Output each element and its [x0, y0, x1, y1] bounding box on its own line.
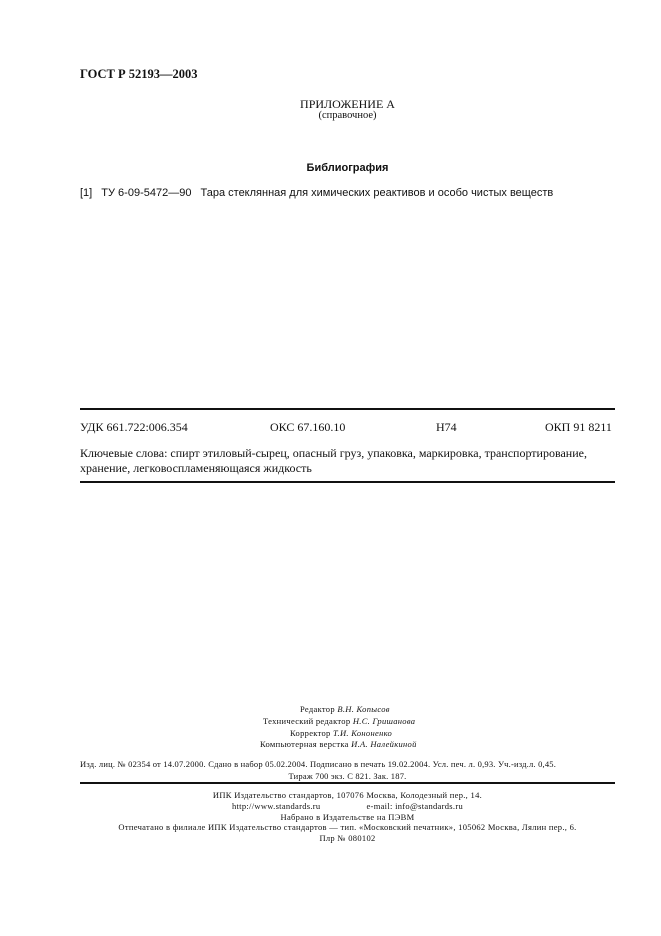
publisher-address: ИПК Издательство стандартов, 107076 Москва, Колодезный пер., 14. [212, 790, 483, 800]
publisher-contacts [0, 801, 661, 811]
publication-info: Изд. лиц. № 02354 от 14.07.2000. Сдано в набор 05.02.2004. Подписано в печать 19.02.2004. Усл. печ. л. 0,93. Уч.-изд.л. 0,45. [80, 759, 557, 769]
bibliography-entry-number: [1] [80, 187, 93, 199]
publisher-website: http://www.standards.ru [231, 801, 321, 811]
credit-tech-editor-name: Н.С. Гришанова [352, 716, 416, 726]
bibliography-heading: Библиография [306, 162, 389, 174]
credit-editor-label: Редактор [300, 704, 335, 714]
credit-tech-editor-label: Технический редактор [263, 716, 351, 726]
credit-corrector [290, 728, 392, 738]
credit-tech-editor [263, 716, 415, 726]
license-number: Плр № 080102 [319, 833, 376, 843]
appendix-title: ПРИЛОЖЕНИЕ А [300, 97, 395, 111]
bibliography-entry-title: Тара стеклянная для химических реактивов и особо чистых веществ [200, 187, 554, 199]
credit-layout-label: Компьютерная верстка [260, 739, 349, 749]
credit-layout [260, 739, 417, 749]
credit-editor [300, 704, 390, 714]
printed-note: Отпечатано в филиале ИПК Издательство стандартов — тип. «Московский печатник», 105062 Москва, Лялин пер., 6. [118, 822, 577, 832]
credit-corrector-label: Корректор [290, 728, 331, 738]
keywords: Ключевые слова: спирт этиловый-сырец, опасный груз, упаковка, маркировка, транспортирование, хранение, легковоспламеняющаяся жидкость [80, 446, 587, 475]
okp-code: ОКП 91 8211 [545, 420, 612, 434]
document-code: ГОСТ Р 52193—2003 [80, 67, 198, 81]
group-code: Н74 [436, 420, 457, 434]
divider-top [80, 408, 615, 410]
bibliography-entry [80, 187, 559, 199]
divider-bottom [80, 782, 615, 784]
divider-middle [80, 481, 615, 483]
print-run: Тираж 700 экз. С 821. Зак. 187. [288, 771, 407, 781]
bibliography-entry-code: ТУ 6-09-5472—90 [101, 187, 192, 199]
credit-editor-name: В.Н. Копысов [337, 704, 390, 714]
typeset-note: Набрано в Издательстве на ПЭВМ [280, 812, 415, 822]
publisher-email: e-mail: info@standards.ru [366, 801, 464, 811]
appendix-subtitle: (справочное) [318, 110, 377, 121]
udc-code: УДК 661.722:006.354 [80, 420, 188, 434]
oks-code: ОКС 67.160.10 [270, 420, 346, 434]
credit-corrector-name: Т.И. Кононенко [333, 728, 393, 738]
credit-layout-name: И.А. Налейкиной [351, 739, 417, 749]
